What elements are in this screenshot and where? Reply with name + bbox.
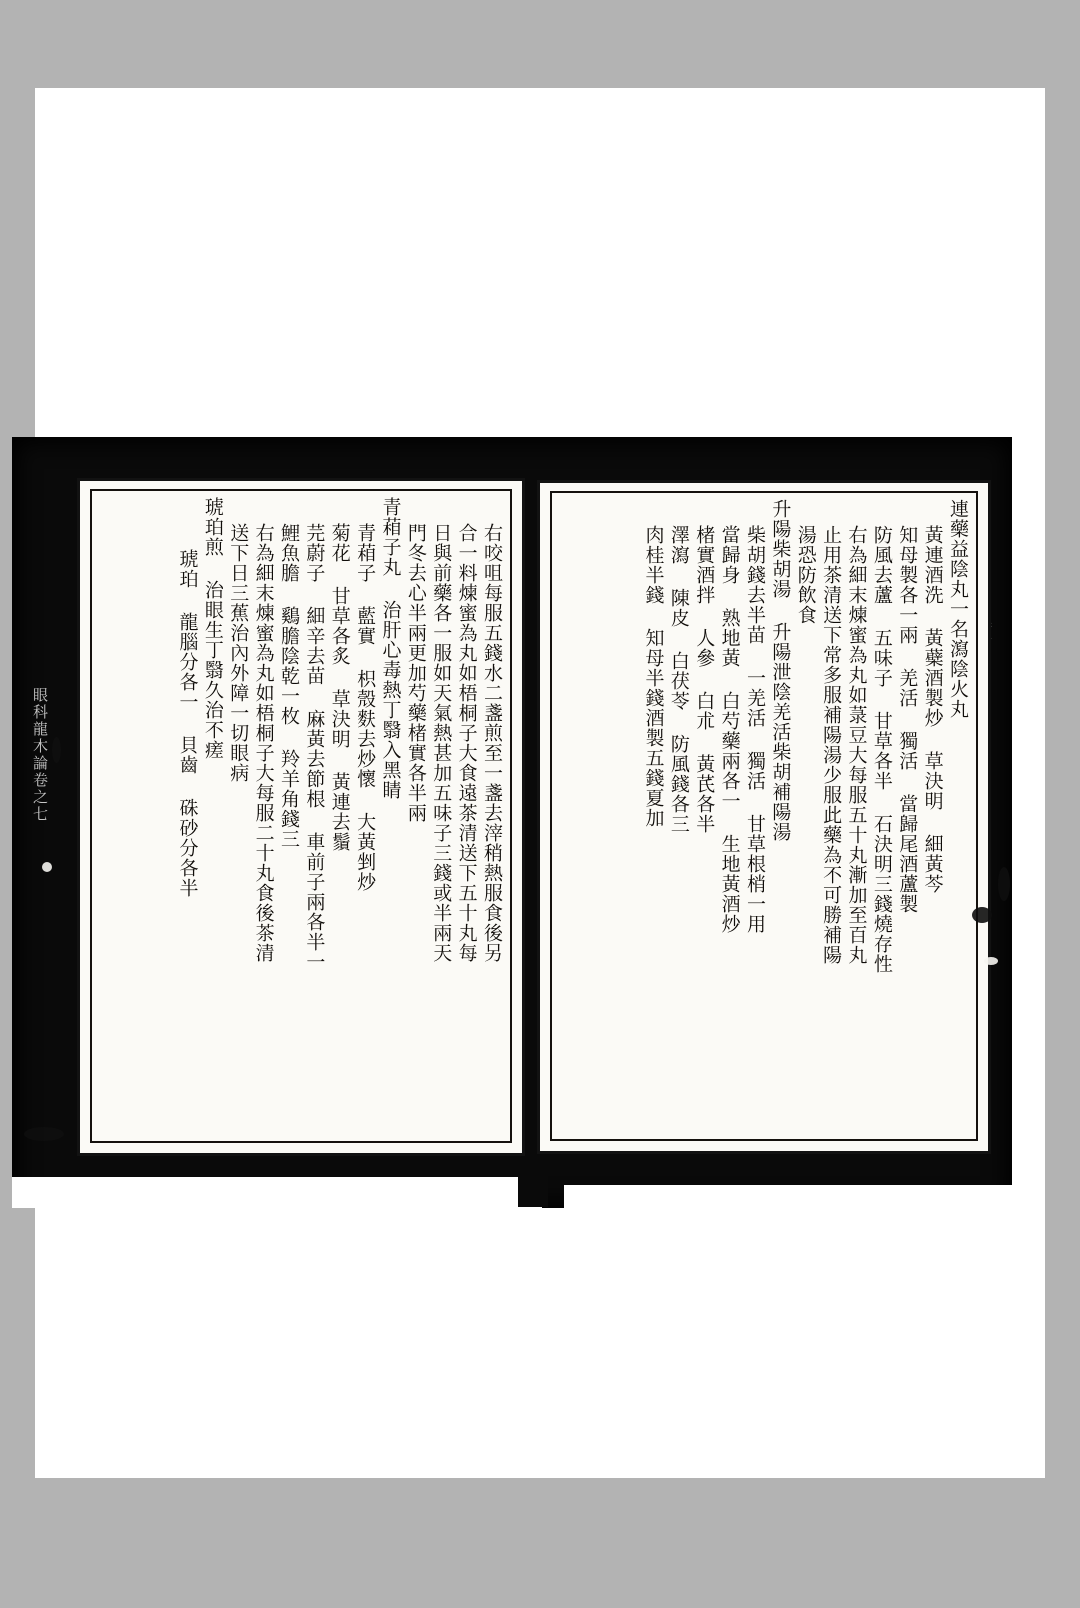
text-column: 日與前藥各一服如天氣熱甚加五味子三錢或半兩天	[430, 523, 453, 963]
text-column: 右為細末煉蜜為丸如梧桐子大每服二十丸食後茶清	[252, 523, 275, 963]
scan-speckle-light	[984, 957, 998, 965]
text-column: 升陽柴胡湯 升陽泄陰羌活柴胡補陽湯	[769, 499, 792, 842]
scan-edge-notch	[564, 1185, 1012, 1208]
text-column: 知母製各一兩 羌活 獨活 當歸尾酒蘆製	[896, 525, 919, 914]
scanned-book-image	[12, 437, 1012, 1208]
text-column: 澤瀉 陳皮 白茯苓 防風錢各三	[667, 525, 690, 834]
text-column: 琥珀煎 治眼生丁翳久治不瘥	[201, 497, 224, 760]
text-column: 右咬咀每服五錢水二盞煎至一盞去滓稍熱服食後另	[481, 523, 503, 963]
text-column: 鯉魚膽 鷄膽陰乾一枚 羚羊角錢三	[278, 523, 300, 849]
text-column: 連藥益陰丸一名瀉陰火丸	[947, 499, 969, 719]
text-column: 青葙子 藍實 枳殼麩去炒懷 大黃剉炒	[354, 523, 377, 892]
text-column: 柴胡錢去半苗 一羌活 獨活 甘草根梢一用	[744, 525, 766, 934]
text-column: 合一料煉蜜為丸如梧桐子大食遠茶清送下五十丸每	[455, 523, 478, 963]
text-column: 送下日三蕉治內外障一切眼病	[227, 523, 250, 783]
text-column: 黃連酒洗 黃蘗酒製炒 草決明 細黃芩	[921, 525, 944, 894]
left-page-border	[90, 489, 512, 1143]
text-column: 止用茶清送下常多服補陽湯少服此藥為不可勝補陽	[820, 525, 843, 965]
text-column: 湯恐防飲食	[794, 525, 817, 625]
text-column: 楮實酒拌 人參 白朮 黃芪各半	[693, 525, 716, 834]
scan-speckle	[998, 867, 1010, 901]
scan-edge-notch	[12, 1177, 542, 1208]
scan-speckle	[24, 1127, 64, 1141]
book-gutter	[528, 477, 538, 1167]
scan-speckle	[52, 737, 61, 763]
text-column: 門冬去心半兩更加芍藥楮實各半兩	[404, 523, 427, 823]
text-column: 青葙子丸 治肝心毒熱丁翳入黑睛	[379, 497, 402, 800]
text-column: 肉桂半錢 知母半錢酒製五錢夏加	[642, 525, 665, 828]
right-page-columns	[558, 499, 970, 1133]
scan-speckle-light	[42, 862, 52, 872]
left-page-columns	[98, 497, 504, 1135]
text-column: 菊花 甘草各炙 草決明 黃連去鬚	[328, 523, 351, 852]
scan-speckle	[972, 907, 992, 923]
left-page	[80, 481, 522, 1153]
right-page-border	[550, 491, 978, 1141]
text-column: 琥珀 龍腦分各一 貝齒 硃砂分各半	[176, 549, 199, 898]
text-column: 防風去蘆 五味子 甘草各半 石決明三錢燒存性	[870, 525, 893, 974]
right-page	[540, 483, 988, 1151]
text-column: 右為細末煉蜜為丸如菉豆大每服五十丸漸加至百丸	[845, 525, 868, 965]
left-edge-inscription: 眼科龍木論卷之七	[31, 687, 49, 823]
text-column: 當歸身 熟地黃 白芍藥兩各一 生地黃酒炒	[718, 525, 741, 934]
text-column: 芫蔚子 細辛去苗 麻黃去節根 車前子兩各半一	[303, 523, 326, 972]
